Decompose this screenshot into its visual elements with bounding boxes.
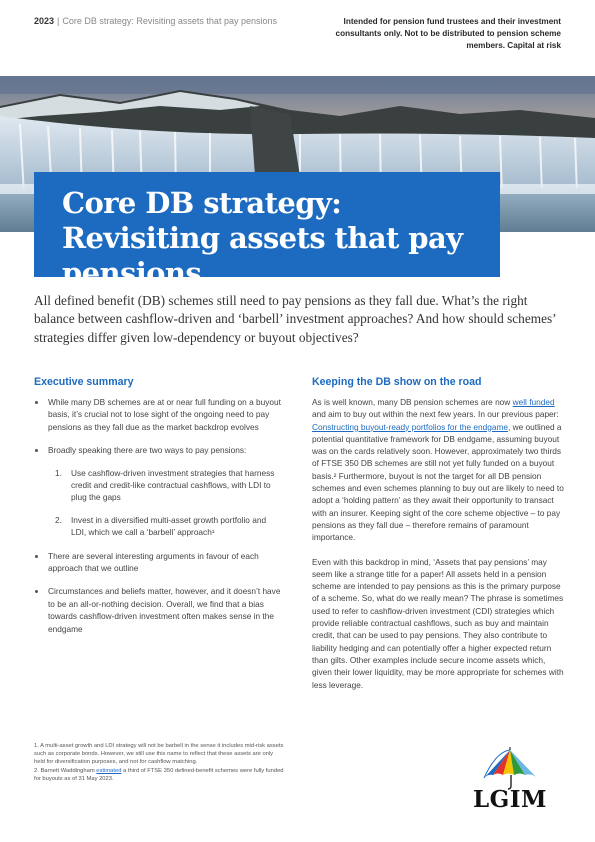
footnote-1: 1. A multi-asset growth and LDI strategy will not be barbell in the sense it includes mid-risk assets such as corporate bonds. However, we still use this name to reflect that these assets are only held for diversification purposes, and not for cashflow matching. xyxy=(34,743,284,766)
title-banner xyxy=(34,172,500,290)
summary-bullet: While many DB schemes are at or near full funding on a buyout basis, it’s crucial not to lose sight of the ongoing need to pay pensions as they fall due as the market backdrop evolves xyxy=(34,396,282,433)
executive-summary-column xyxy=(34,376,282,646)
summary-bullet: There are several interesting arguments in favour of each approach that we outline xyxy=(34,550,282,575)
executive-summary-heading: Executive summary xyxy=(34,376,134,388)
lgim-logo xyxy=(456,744,564,814)
keeping-show-paragraph-2: Even with this backdrop in mind, ‘Assets that pay pensions’ may seem like a strange title for a paper! All assets held in a pension scheme are intended to pay pensions as this is the primary purpose of a scheme. So, what do we really mean? The phrase is sometimes used to refer to cashflow-driven investment (CDI) strategies which provide reliable contractual cashflows, such as buy and maintain credit, that can be used to pay pensions. They also contribute to liability hedging and can potentially offer a higher expected return than gilts. Other examples include secure income assets which, given their lower liquidity, may be more appropriate for schemes with less leverage. xyxy=(312,556,564,690)
footnotes xyxy=(34,742,284,783)
well-funded-link[interactable]: well funded xyxy=(512,397,555,407)
audience-disclaimer: Intended for pension fund trustees and their investment consultants only. Not to be distributed to pension scheme members. Capital at risk xyxy=(335,17,561,50)
keeping-show-heading: Keeping the DB show on the road xyxy=(312,376,482,388)
keeping-show-paragraph-1: As is well known, many DB pension schemes are now well funded and aim to buy out within the next few years. In our previous paper: Constructing buyout-ready portfolios for the endgame, we outlined a potential quantitative framework for DB endgame, assuming buyout was on the cards relatively soon. However, approximately two thirds of FTSE 350 DB schemes are still not yet fully funded on a buyout basis.² Furthermore, buyout is not the target for all DB pension schemes and even schemes planning to buy out are likely to need to adopt a ‘holding pattern’ as they await their opportunity to transact with an insurer. Keeping sight of the core scheme objective – to pay pensions as they fall due – therefore remains of paramount importance. xyxy=(312,397,564,543)
header-separator: | xyxy=(57,16,60,26)
keeping-show-column xyxy=(312,376,564,703)
summary-bullet: Broadly speaking there are two ways to pay pensions: 1. Use cashflow-driven investment strategies that harness credit and credit-like contractual cashflows, with LDI to plug the gaps 2. Invest in a diversified multi-asset growth portfolio and LDI, which we call a ‘barbell’ approach¹ xyxy=(34,444,282,538)
estimated-link[interactable]: estimated xyxy=(96,767,122,774)
approach-item: 1. Use cashflow-driven investment strategies that harness credit and credit-like contractual cashflows, with LDI to plug the gaps xyxy=(55,467,275,503)
page-title: Core DB strategy: Revisiting assets that pay pensions xyxy=(62,186,463,290)
executive-summary-list xyxy=(34,396,282,635)
running-header xyxy=(34,16,277,26)
approach-list xyxy=(48,467,282,539)
umbrella-icon xyxy=(456,744,564,790)
header-year: 2023 xyxy=(34,16,55,26)
summary-bullet: Circumstances and beliefs matter, however, and it doesn’t have to be an all-or-nothing decision. Overall, we find that a bias towards cashflow-driven investment often makes sense in the endgame xyxy=(34,585,282,635)
buyout-ready-paper-link[interactable]: Constructing buyout-ready portfolios for the endgame xyxy=(312,421,509,432)
approach-item: 2. Invest in a diversified multi-asset growth portfolio and LDI, which we call a ‘barbell’ approach¹ xyxy=(55,514,267,538)
logo-wordmark: LGIM xyxy=(472,786,548,813)
intro-paragraph: All defined benefit (DB) schemes still need to pay pensions as they fall due. What’s the right balance between cashflow-driven and ‘barbell’ investment approaches? And how should schemes’ strategies differ given low-dependency or buyout objectives? xyxy=(34,293,556,345)
header-doc-title: Core DB strategy: Revisiting assets that pay pensions xyxy=(62,16,277,26)
footnote-2: 2. Barnett Waddingham estimated a third of FTSE 350 defined-benefit schemes were fully funded for buyouts as of 31 May 2023. xyxy=(34,767,284,782)
